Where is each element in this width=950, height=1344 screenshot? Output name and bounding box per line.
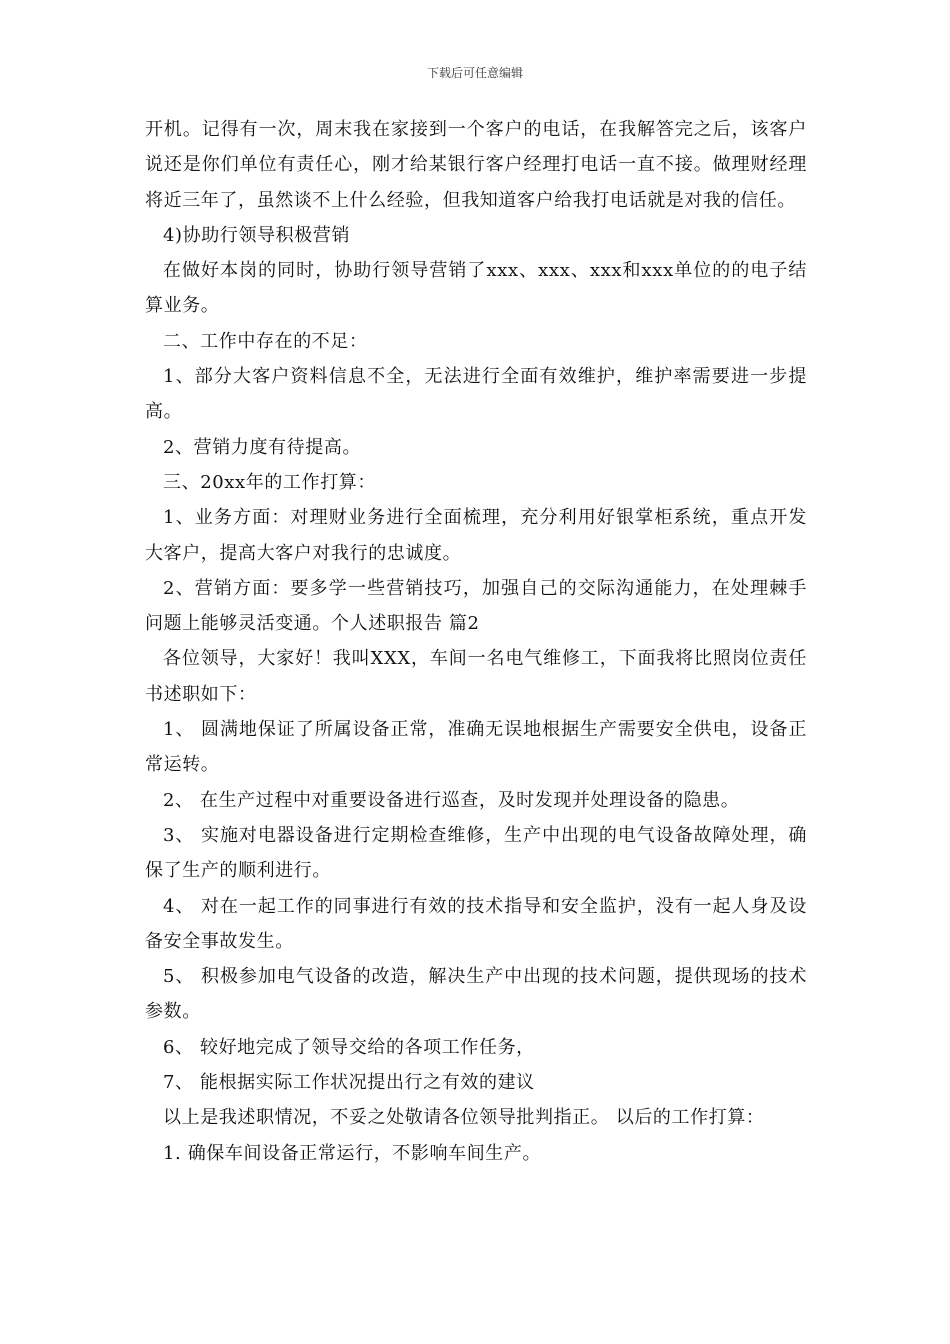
paragraph: 各位领导，大家好！我叫XXX，车间一名电气维修工，下面我将比照岗位责任书述职如下：	[145, 648, 807, 705]
list-item: 1. 确保车间设备正常运行，不影响车间生产。	[163, 1142, 542, 1164]
list-item: 2、营销方面：要多学一些营销技巧，加强自己的交际沟通能力，在处理棘手问题上能够灵活变通。个人述职报告 篇2	[145, 577, 807, 635]
document-body	[145, 112, 807, 1171]
list-item: 7、 能根据实际工作状况提出行之有效的建议	[163, 1072, 535, 1094]
list-item: 1、部分大客户资料信息不全，无法进行全面有效维护，维护率需要进一步提高。	[145, 366, 807, 423]
paragraph: 在做好本岗的同时，协助行领导营销了xxx、xxx、xxx和xxx单位的的电子结算业务。	[145, 260, 807, 317]
list-item: 3、 实施对电器设备进行定期检查维修，生产中出现的电气设备故障处理，确保了生产的顺利进行。	[145, 824, 807, 882]
section-heading: 二、工作中存在的不足：	[163, 330, 368, 352]
paragraph: 4)协助行领导积极营销	[163, 224, 351, 246]
list-item: 2、营销力度有待提高。	[163, 436, 362, 458]
list-item: 2、 在生产过程中对重要设备进行巡查，及时发现并处理设备的隐患。	[163, 789, 740, 811]
list-item: 1、业务方面：对理财业务进行全面梳理，充分利用好银掌柜系统，重点开发大客户，提高大客户对我行的忠诚度。	[145, 507, 807, 564]
paragraph: 开机。记得有一次，周末我在家接到一个客户的电话，在我解答完之后，该客户说还是你们单位有责任心，刚才给某银行客户经理打电话一直不接。做理财经理将近三年了，虽然谈不上什么经验，但我知道客户给我打电话就是对我的信任。	[145, 119, 807, 211]
page-header-note: 下载后可任意编辑	[426, 66, 523, 80]
list-item: 1、 圆满地保证了所属设备正常，准确无误地根据生产需要安全供电，设备正常运转。	[145, 719, 807, 776]
list-item: 6、 较好地完成了领导交给的各项工作任务，	[163, 1036, 535, 1058]
paragraph: 以上是我述职情况，不妥之处敬请各位领导批判指正。 以后的工作打算：	[163, 1107, 765, 1129]
list-item: 5、 积极参加电气设备的改造，解决生产中出现的技术问题，提供现场的技术参数。	[145, 966, 807, 1023]
section-heading: 三、20xx年的工作打算：	[163, 471, 377, 493]
list-item: 4、 对在一起工作的同事进行有效的技术指导和安全监护，没有一起人身及设备安全事故发生。	[145, 895, 807, 952]
